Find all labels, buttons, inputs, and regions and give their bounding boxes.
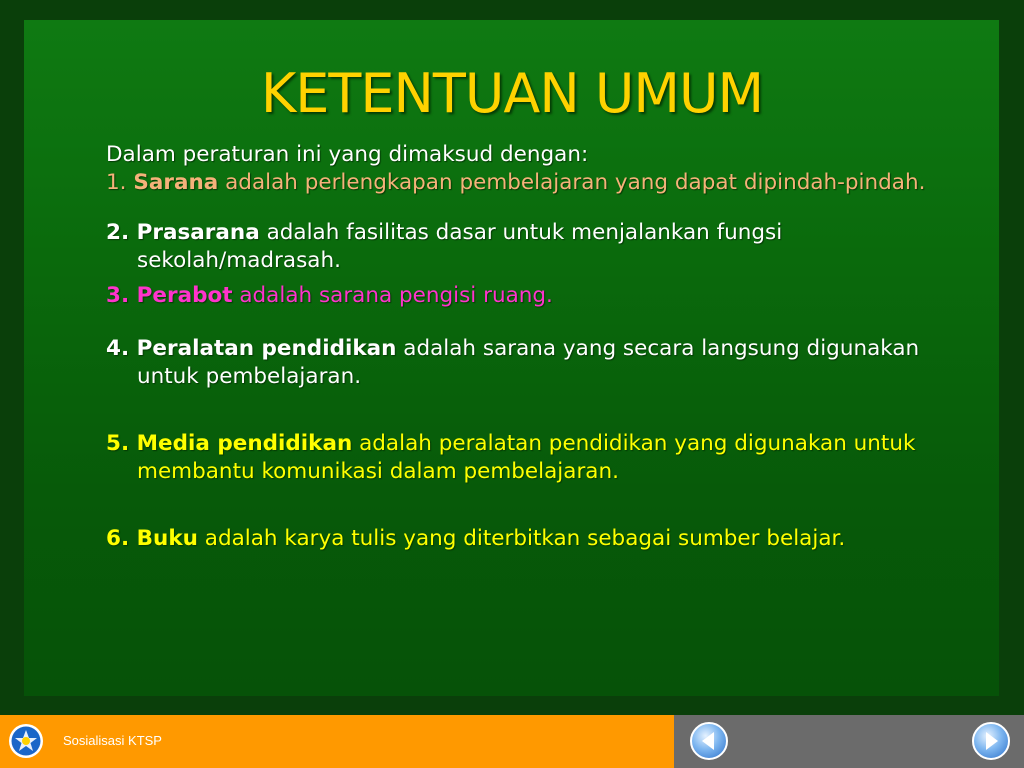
list-item-1 [106, 169, 976, 197]
list-item-5 [106, 430, 976, 486]
intro-text: Dalam peraturan ini yang dimaksud dengan: [106, 142, 589, 167]
list-item-6 [106, 525, 976, 553]
previous-slide-button[interactable] [690, 722, 728, 760]
footer-label: Sosialisasi KTSP [63, 733, 162, 748]
list-item-3 [106, 282, 976, 310]
item-term: Sarana [133, 170, 219, 195]
item-term: Prasarana [136, 220, 260, 245]
list-item-4 [106, 335, 976, 391]
item-text: adalah perlengkapan pembelajaran yang dapat dipindah-pindah. [218, 170, 926, 195]
slide-title: KETENTUAN UMUM [260, 62, 764, 125]
item-number: 4. [106, 336, 137, 361]
item-text: adalah peralatan pendidikan yang digunakan untuk membantu komunikasi dalam pembelajaran. [137, 431, 916, 484]
item-term: Perabot [136, 283, 233, 308]
item-text: adalah karya tulis yang diterbitkan sebagai sumber belajar. [197, 526, 846, 551]
item-term: Media pendidikan [136, 431, 353, 456]
item-text: adalah fasilitas dasar untuk menjalankan fungsi sekolah/madrasah. [137, 220, 783, 273]
item-term: Peralatan pendidikan [136, 336, 397, 361]
list-item-2 [106, 219, 976, 275]
item-number: 5. [106, 431, 137, 456]
item-number: 6. [106, 526, 137, 551]
item-number: 3. [106, 283, 137, 308]
tut-wuri-handayani-logo [8, 723, 44, 759]
arrow-right-icon [974, 724, 1008, 758]
item-text: adalah sarana yang secara langsung digunakan untuk pembelajaran. [137, 336, 920, 389]
item-number: 2. [106, 220, 137, 245]
slide-content [106, 141, 976, 553]
item-term: Buku [136, 526, 198, 551]
next-slide-button[interactable] [972, 722, 1010, 760]
arrow-left-icon [692, 724, 726, 758]
item-number: 1. [106, 170, 134, 195]
item-text: adalah sarana pengisi ruang. [232, 283, 553, 308]
